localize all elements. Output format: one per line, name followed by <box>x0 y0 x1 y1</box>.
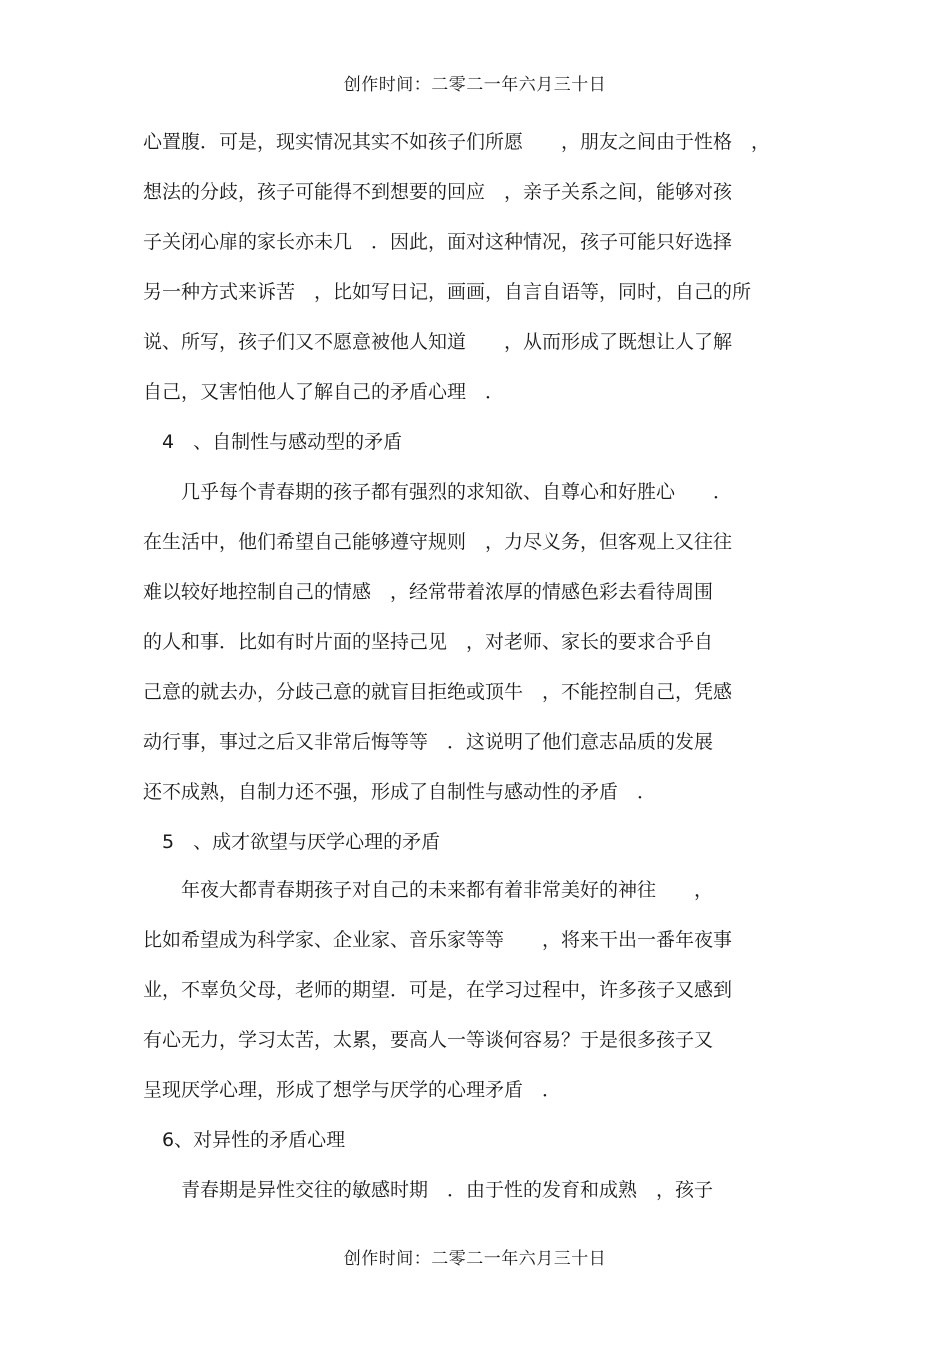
body-line-22: 青春期是异性交往的敏感时期 ．由于性的发育和成熟 ，孩子 <box>143 1179 714 1201</box>
section-heading-4: 4 、自制性与感动型的矛盾 <box>143 431 403 453</box>
body-line-12: 己意的就去办，分歧己意的就盲目拒绝或顶牛 ，不能控制自己，凭感 <box>143 681 733 703</box>
body-line-2: 想法的分歧，孩子可能得不到想要的回应 ，亲子关系之间，能够对孩 <box>143 181 733 203</box>
page-header: 创作时间：二零二一年六月三十日 <box>343 75 607 95</box>
body-line-19: 有心无力，学习太苦，太累，要高人一等谈何容易？于是很多孩子又 <box>143 1029 714 1051</box>
body-line-17: 比如希望成为科学家、企业家、音乐家等等 ，将来干出一番年夜事 <box>143 929 733 951</box>
body-line-13: 动行事，事过之后又非常后悔等等 ．这说明了他们意志品质的发展 <box>143 731 714 753</box>
page-footer: 创作时间：二零二一年六月三十日 <box>343 1249 607 1269</box>
body-line-10: 难以较好地控制自己的情感 ，经常带着浓厚的情感色彩去看待周围 <box>143 581 714 603</box>
body-line-14: 还不成熟，自制力还不强，形成了自制性与感动性的矛盾 ． <box>143 781 657 803</box>
body-line-16: 年夜大都青春期孩子对自己的未来都有着非常美好的神往 ， <box>143 879 714 901</box>
body-line-9: 在生活中，他们希望自己能够遵守规则 ，力尽义务，但客观上又往往 <box>143 531 733 553</box>
body-line-18: 业，不辜负父母，老师的期望．可是，在学习过程中，许多孩子又感到 <box>143 979 733 1001</box>
body-line-11: 的人和事．比如有时片面的坚持己见 ，对老师、家长的要求合乎自 <box>143 631 714 653</box>
body-line-1: 心置腹．可是，现实情况其实不如孩子们所愿 ，朋友之间由于性格 ， <box>143 131 771 153</box>
body-line-6: 自己，又害怕他人了解自己的矛盾心理 ． <box>143 381 505 403</box>
body-line-4: 另一种方式来诉苦 ，比如写日记，画画，自言自语等，同时，自己的所 <box>143 281 752 303</box>
section-heading-5: 5 、成才欲望与厌学心理的矛盾 <box>143 831 441 853</box>
body-line-3: 子关闭心扉的家长亦未几 ．因此，面对这种情况，孩子可能只好选择 <box>143 231 733 253</box>
body-line-20: 呈现厌学心理，形成了想学与厌学的心理矛盾 ． <box>143 1079 562 1101</box>
body-line-5: 说、所写，孩子们又不愿意被他人知道 ，从而形成了既想让人了解 <box>143 331 733 353</box>
body-line-8: 几乎每个青春期的孩子都有强烈的求知欲、自尊心和好胜心 ． <box>143 481 733 503</box>
section-heading-6: 6、对异性的矛盾心理 <box>143 1129 346 1151</box>
